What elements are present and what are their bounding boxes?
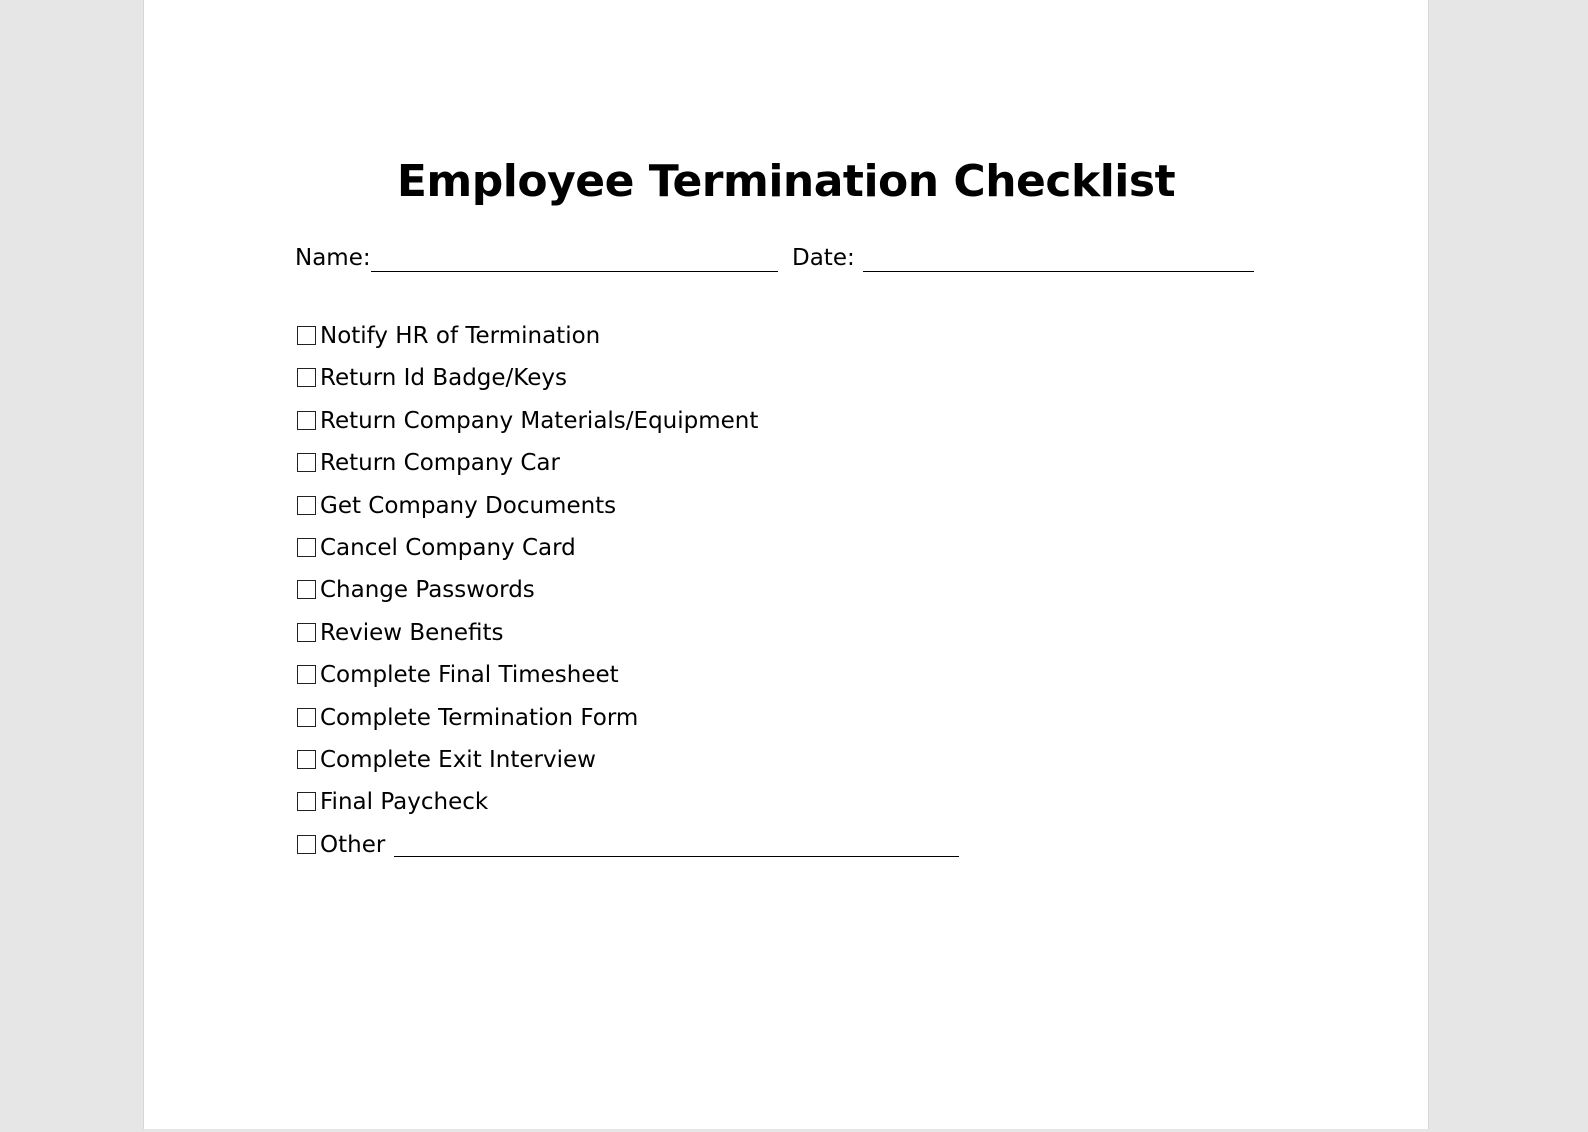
checklist-item-label: Final Paycheck <box>320 789 489 816</box>
checklist-item-exit-interview <box>297 742 959 784</box>
document-title: Employee Termination Checklist <box>396 156 1176 207</box>
checklist-item-label: Complete Final Timesheet <box>320 662 619 689</box>
checklist-item-change-passwords <box>297 572 959 614</box>
checklist-item-notify-hr <box>297 318 959 360</box>
checkbox[interactable] <box>297 792 316 811</box>
checklist-item-final-timesheet <box>297 657 959 699</box>
checklist-item-label: Return Id Badge/Keys <box>320 365 567 392</box>
checklist-item-review-benefits <box>297 615 959 657</box>
checkbox[interactable] <box>297 411 316 430</box>
checklist-item-label: Change Passwords <box>320 577 535 604</box>
checklist-item-label: Return Company Car <box>320 450 560 477</box>
checklist-item-label: Get Company Documents <box>320 492 617 519</box>
checkbox[interactable] <box>297 580 316 599</box>
checkbox[interactable] <box>297 665 316 684</box>
name-field[interactable] <box>371 271 778 272</box>
name-date-row <box>295 240 1295 276</box>
checklist-item-label: Complete Termination Form <box>320 704 639 731</box>
document-page <box>143 0 1429 1129</box>
checklist-item-termination-form <box>297 700 959 742</box>
checkbox[interactable] <box>297 326 316 345</box>
checklist-item-return-badge <box>297 360 959 402</box>
checkbox[interactable] <box>297 750 316 769</box>
checkbox[interactable] <box>297 835 316 854</box>
checklist-item-label: Other <box>320 831 386 858</box>
checklist-item-label: Complete Exit Interview <box>320 746 596 773</box>
checklist-item-label: Review Benefits <box>320 619 504 646</box>
checklist-item-return-materials <box>297 403 959 445</box>
checklist-item-label: Notify HR of Termination <box>320 323 601 349</box>
checkbox[interactable] <box>297 708 316 727</box>
date-label: Date: <box>792 245 855 271</box>
checkbox[interactable] <box>297 496 316 515</box>
date-field[interactable] <box>863 271 1254 272</box>
checklist-item-get-documents <box>297 488 959 530</box>
checklist-item-label: Cancel Company Card <box>320 534 576 561</box>
checkbox[interactable] <box>297 453 316 472</box>
checklist-item-other <box>297 827 959 869</box>
checkbox[interactable] <box>297 368 316 387</box>
checklist-item-cancel-card <box>297 530 959 572</box>
checkbox[interactable] <box>297 538 316 557</box>
checklist-item-return-car <box>297 445 959 487</box>
name-label: Name: <box>295 245 371 271</box>
checklist-item-final-paycheck <box>297 784 959 826</box>
checklist-item-label: Return Company Materials/Equipment <box>320 407 759 434</box>
termination-checklist <box>297 318 959 869</box>
checkbox[interactable] <box>297 623 316 642</box>
other-field[interactable] <box>394 827 959 857</box>
